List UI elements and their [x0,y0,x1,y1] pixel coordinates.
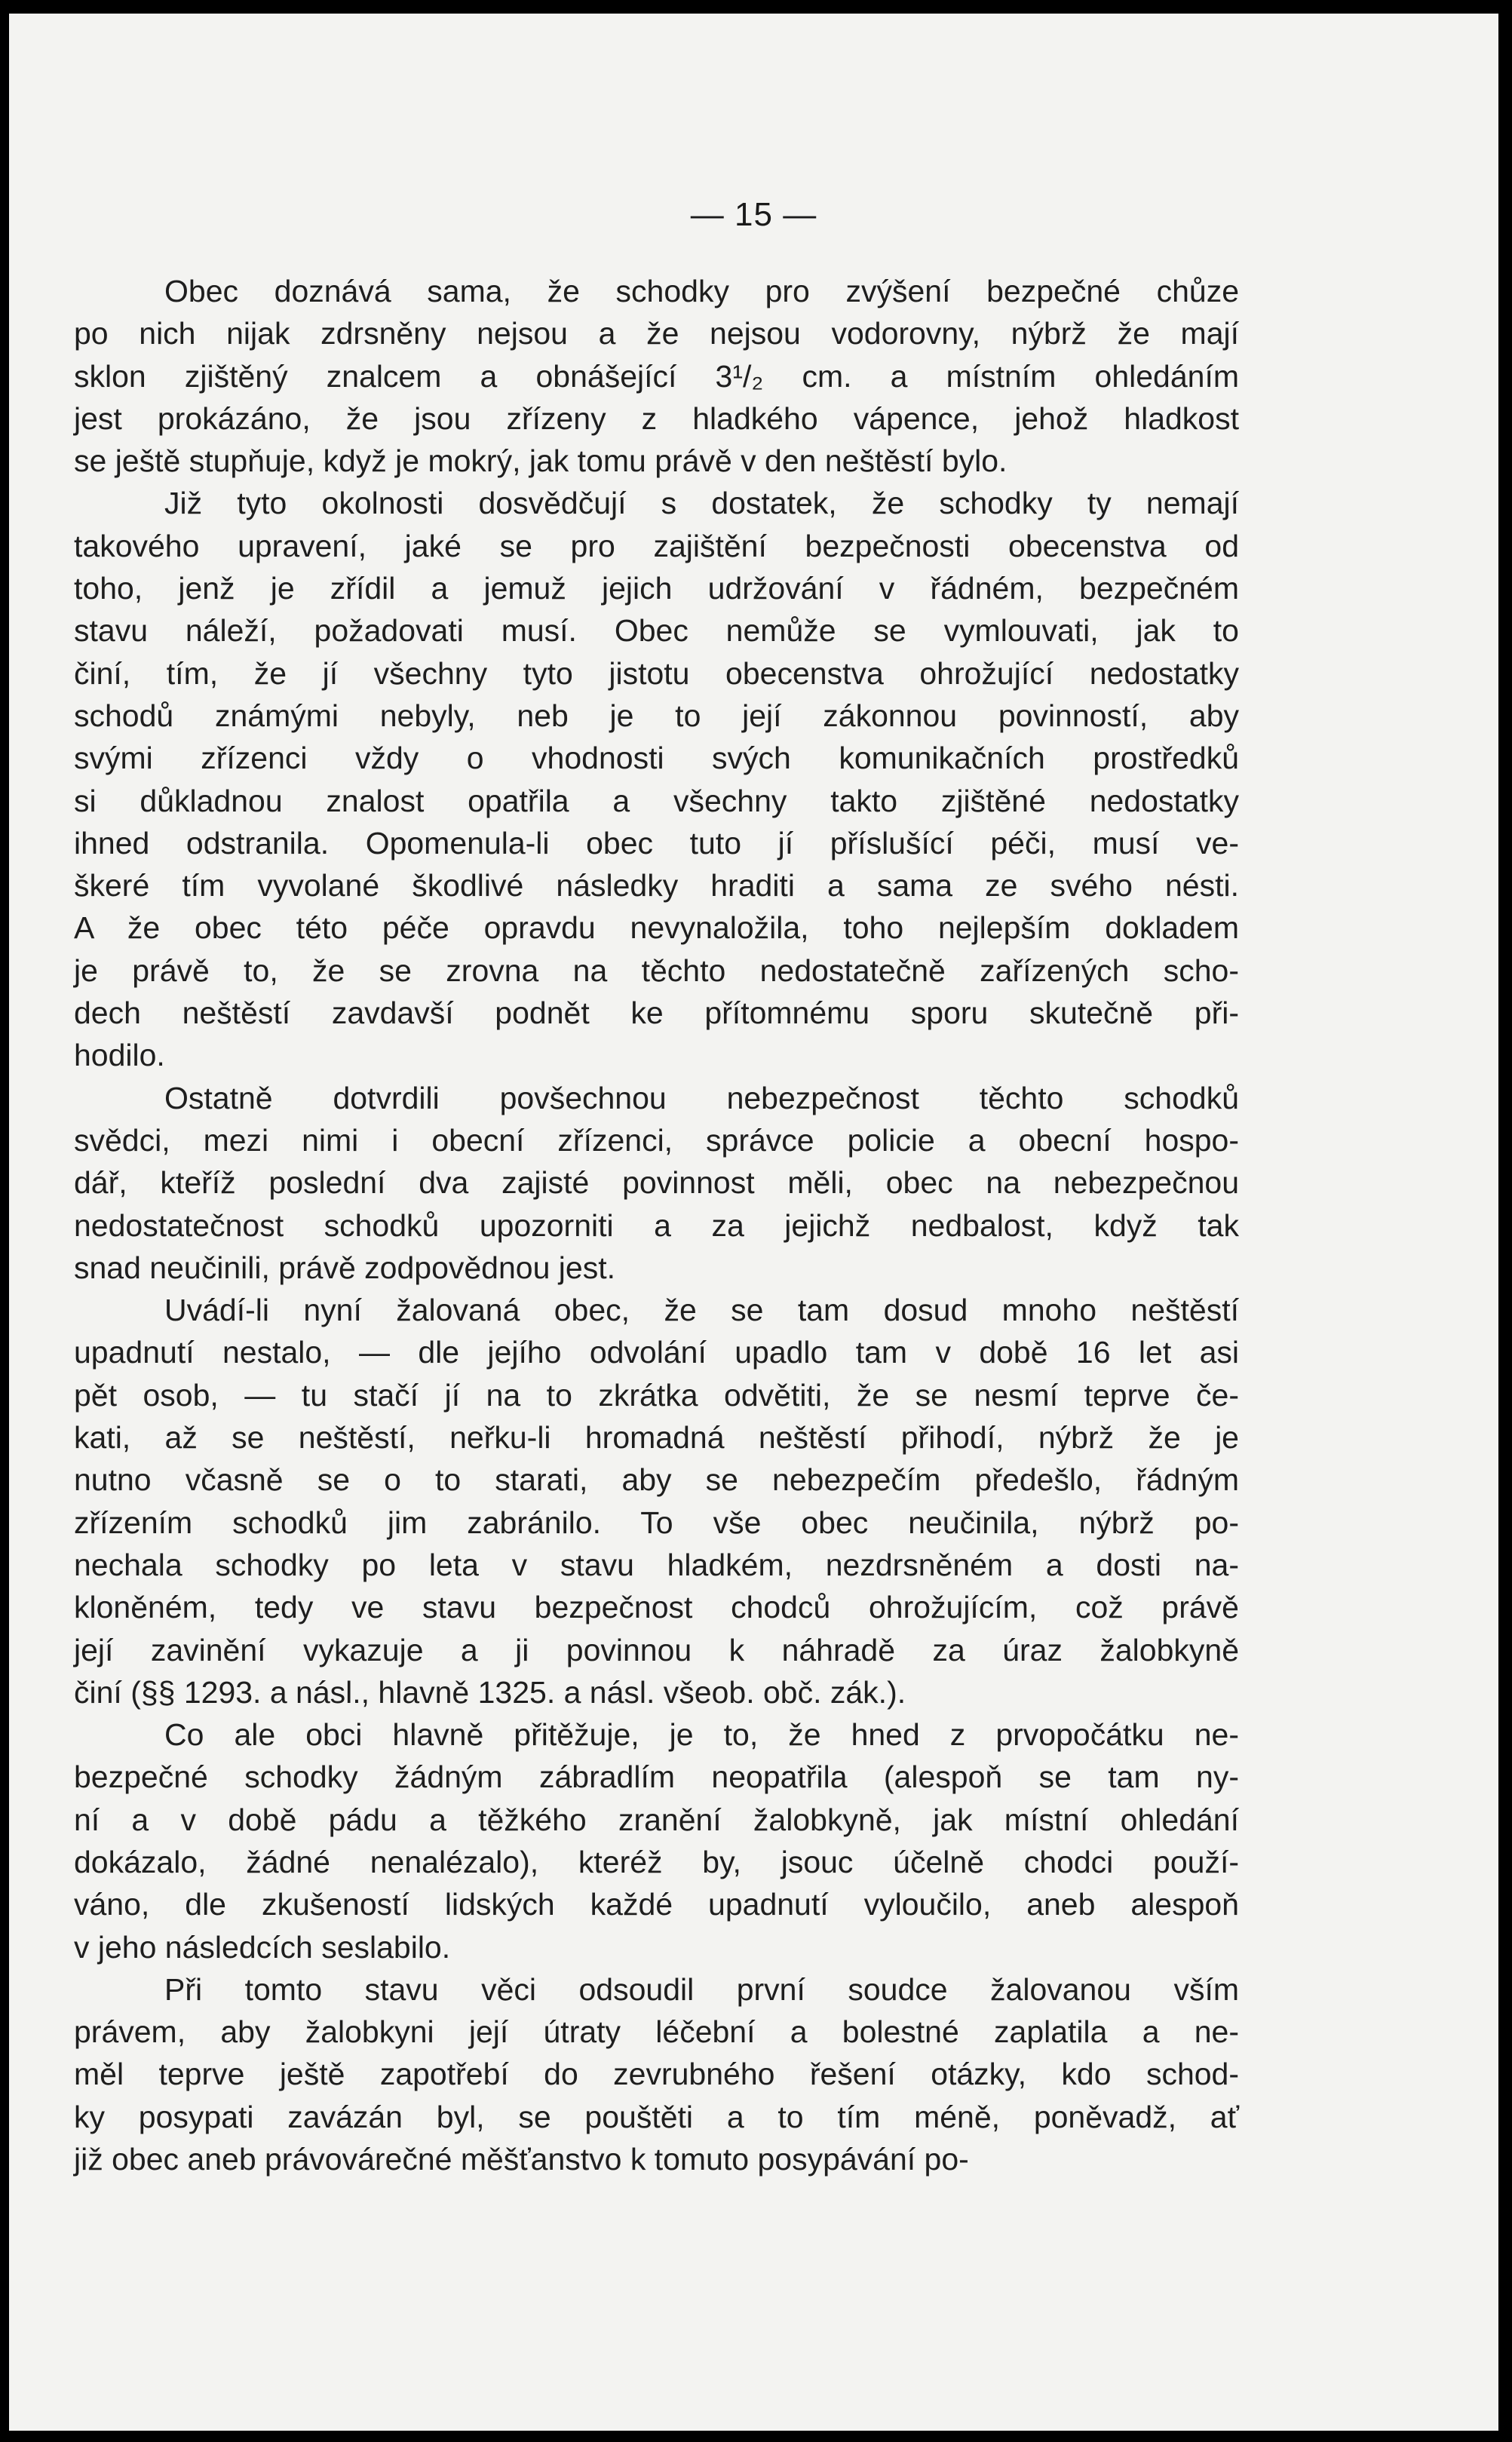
text-line: upadnutí nestalo, — dle jejího odvolání upadlo tam v době 16 let asi [74,1335,1239,1370]
text-line: po nich nijak zdrsněny nejsou a že nejsou vodorovny, nýbrž že mají [74,316,1239,351]
text-line: schodů známými nebyly, neb je to její zákonnou povinností, aby [74,698,1239,733]
text-line: pět osob, — tu stačí jí na to zkrátka odvětiti, že se nesmí teprve če- [74,1377,1239,1413]
text-line: váno, dle zkušeností lidských každé upadnutí vyloučilo, aneb alespoň [74,1887,1239,1922]
text-line: Co ale obci hlavně přitěžuje, je to, že hned z prvopočátku ne- [164,1717,1239,1753]
paragraph [74,482,1239,1076]
text-line: Obec doznává sama, že schodky pro zvýšení bezpečné chůze [164,274,1239,308]
text-line: sklon zjištěný znalcem a obnášející 3¹/₂ cm. a místním ohledáním [74,358,1239,394]
text-line: dokázalo, žádné nenalézalo), kteréž by, jsouc účelně chodci použí- [74,1844,1239,1879]
text-line: A že obec této péče opravdu nevynaložila, toho nejlepším dokladem [74,910,1239,946]
text-line: bezpečné schodky žádným zábradlím neopatřila (alespoň se tam ny- [74,1759,1239,1795]
text-line: si důkladnou znalost opatřila a všechny takto zjištěné nedostatky [74,783,1239,818]
text-line: hodilo. [74,1038,165,1073]
text-line: měl teprve ještě zapotřebí do zevrubného řešení otázky, kdo schod- [74,2057,1239,2092]
text-line: je právě to, že se zrovna na těchto nedostatečně zařízených scho- [74,953,1239,988]
text-line: škeré tím vyvolané škodlivé následky hraditi a sama ze svého nésti. [74,868,1239,903]
text-line: svědci, mezi nimi i obecní zřízenci, správce policie a obecní hospo- [74,1122,1239,1158]
text-line: svými zřízenci vždy o vhodnosti svých komunikačních prostředků [74,741,1239,776]
text-line: Ostatně dotvrdili povšechnou nebezpečnost těchto schodků [164,1080,1239,1115]
text-line: snad neučinili, právě zodpovědnou jest. [74,1250,615,1285]
text-line: činí (§§ 1293. a násl., hlavně 1325. a násl. všeob. obč. zák.). [74,1674,906,1710]
text-line: činí, tím, že jí všechny tyto jistotu obecenstva ohrožující nedostatky [74,655,1239,691]
text-line: takového upravení, jaké se pro zajištění bezpečnosti obecenstva od [74,528,1239,563]
paragraph [74,1713,1239,1968]
text-line: Při tomto stavu věci odsoudil první soudce žalovanou vším [164,1971,1239,2007]
text-line: kloněném, tedy ve stavu bezpečnost chodců ohrožujícím, což právě [74,1590,1239,1625]
text-line: ihned odstranila. Opomenula-li obec tuto jí příslušící péči, musí ve- [74,825,1239,861]
text-line: již obec aneb právovárečné měšťanstvo k tomuto posypávání po- [74,2142,969,2177]
text-line: ky posypati zavázán byl, se pouštěti a to tím méně, poněvadž, ať [74,2099,1239,2134]
text-line: její zavinění vykazuje a ji povinnou k náhradě za úraz žalobkyně [74,1632,1239,1667]
text-line: dář, kteříž poslední dva zajisté povinnost měli, obec na nebezpečnou [74,1165,1239,1201]
text-line: stavu náleží, požadovati musí. Obec nemůže se vymlouvati, jak to [74,613,1239,649]
book-page [9,14,1498,2431]
paragraph [74,1289,1239,1713]
paragraph [74,1077,1239,1289]
text-line: Uvádí-li nyní žalovaná obec, že se tam dosud mnoho neštěstí [164,1293,1239,1328]
text-line: ní a v době pádu a těžkého zranění žalobkyně, jak místní ohledání [74,1802,1239,1837]
text-line: Již tyto okolnosti dosvědčují s dostatek, že schodky ty nemají [164,486,1239,521]
paragraph [74,270,1239,482]
text-line: právem, aby žalobkyni její útraty léčební a bolestné zaplatila a ne- [74,2014,1239,2050]
text-line: v jeho následcích seslabilo. [74,1929,451,1965]
paragraph [74,1968,1239,2180]
text-line: nedostatečnost schodků upozorniti a za jejichž nedbalost, když tak [74,1207,1239,1243]
text-line: zřízením schodků jim zabránilo. To vše obec neučinila, nýbrž po- [74,1505,1239,1540]
text-line: nechala schodky po leta v stavu hladkém, nezdrsněném a dosti na- [74,1547,1239,1582]
page-number: — 15 — [690,196,817,233]
body-text [74,270,1239,2180]
text-line: toho, jenž je zřídil a jemuž jejich udržování v řádném, bezpečném [74,571,1239,606]
text-line: se ještě stupňuje, když je mokrý, jak tomu právě v den neštěstí bylo. [74,443,1007,479]
text-line: dech neštěstí zavdavší podnět ke přítomnému sporu skutečně při- [74,996,1239,1031]
text-line: nutno včasně se o to starati, aby se nebezpečím předešlo, řádným [74,1462,1239,1498]
text-line: jest prokázáno, že jsou zřízeny z hladkého vápence, jehož hladkost [74,400,1239,436]
text-line: kati, až se neštěstí, neřku-li hromadná neštěstí přihodí, nýbrž že je [74,1420,1239,1456]
